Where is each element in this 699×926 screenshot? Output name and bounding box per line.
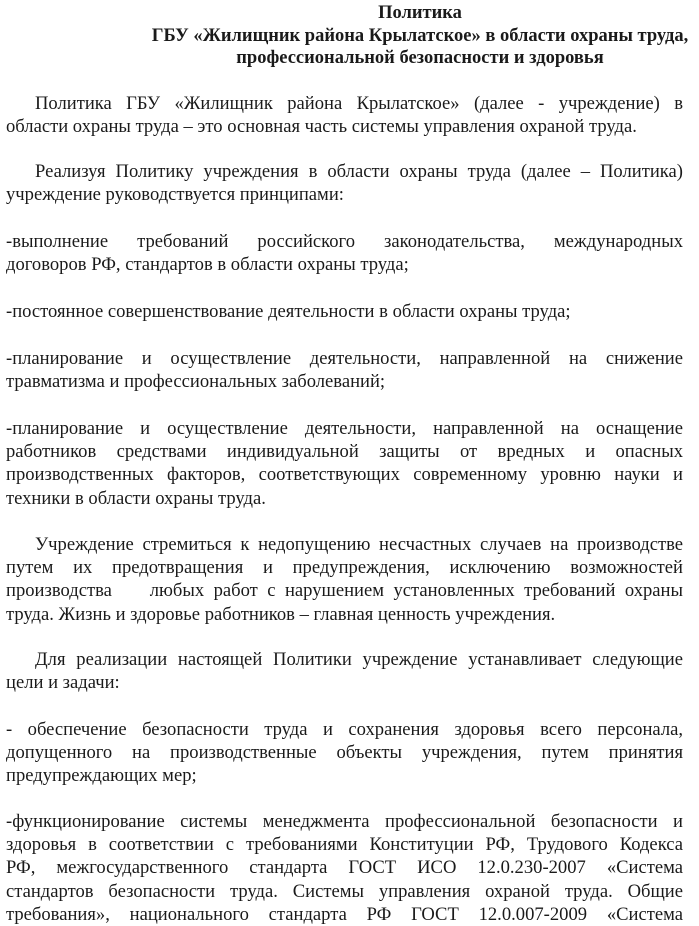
intro-paragraph (6, 92, 683, 138)
principle-item (6, 300, 683, 323)
text-line: путем их предотвращения и предупреждения, исключению возможностей (6, 557, 683, 579)
principle-item (6, 417, 683, 510)
text-line: - обеспечение безопасности труда и сохранения здоровья всего персонала, (6, 719, 683, 740)
text-line: цели и задачи: (6, 672, 120, 694)
title-line: Политика (378, 3, 462, 23)
principle-item (6, 347, 683, 393)
text-line: работников средствами индивидуальной защиты от вредных и опасных (6, 441, 683, 463)
text-line: производственных факторов, соответствующих современному уровню науки и (6, 464, 683, 486)
title-line: ГБУ «Жилищник района Крылатское» в области охраны труда, (151, 25, 689, 46)
text-line: -планирование и осуществление деятельности, направленной на оснащение (6, 418, 683, 439)
text-line: труда. Жизнь и здоровье работников – главная ценность учреждения. (6, 603, 556, 625)
text-line: Для реализации настоящей Политики учреждение устанавливает следующие (35, 649, 683, 670)
text-line: -планирование и осуществление деятельности, направленной на снижение (6, 348, 683, 369)
text-line: -функционирование системы менеджмента профессиональной безопасности и (6, 811, 683, 832)
text-line: техники в области охраны труда. (6, 487, 266, 509)
text-line: предупреждающих мер; (6, 765, 197, 787)
text-line: -постоянное совершенствование деятельности в области охраны труда; (6, 301, 571, 322)
goals-paragraph (6, 648, 683, 694)
text-line: требования», национального стандарта РФ ГОСТ 12.0.007-2009 «Система (6, 903, 683, 925)
text-line: Реализуя Политику учреждения в области охраны труда (далее – Политика) (35, 161, 683, 182)
text-line: Политика ГБУ «Жилищник района Крылатское» (далее - учреждение) в (35, 93, 683, 114)
principles-paragraph (6, 160, 683, 206)
goal-item (6, 718, 683, 788)
prevention-paragraph (6, 533, 683, 626)
text-line: допущенного на производственные объекты учреждения, путем принятия (6, 742, 683, 764)
text-line: здоровья в соответствии с требованиями Конституции РФ, Трудового Кодекса (6, 834, 683, 856)
text-line: стандартов безопасности труда. Системы управления охраной труда. Общие (6, 880, 683, 902)
text-line: Учреждение стремиться к недопущению несчастных случаев на производстве (35, 534, 683, 555)
text-line: травматизма и профессиональных заболеваний; (6, 371, 386, 393)
principle-item (6, 230, 683, 276)
text-line: учреждение руководствуется принципами: (6, 184, 344, 206)
document-title (150, 2, 690, 70)
title-line: профессиональной безопасности и здоровья (236, 48, 604, 68)
text-line: производства любых работ с нарушением установленных требований охраны (6, 580, 683, 602)
goal-item (6, 810, 683, 926)
text-line: -выполнение требований российского законодательства, международных (6, 231, 683, 252)
text-line: договоров РФ, стандартов в области охраны труда; (6, 254, 409, 276)
text-line: РФ, межгосударственного стандарта ГОСТ ИСО 12.0.230-2007 «Система (6, 857, 683, 879)
text-line: области охраны труда – это основная часть системы управления охраной труда. (6, 116, 637, 138)
